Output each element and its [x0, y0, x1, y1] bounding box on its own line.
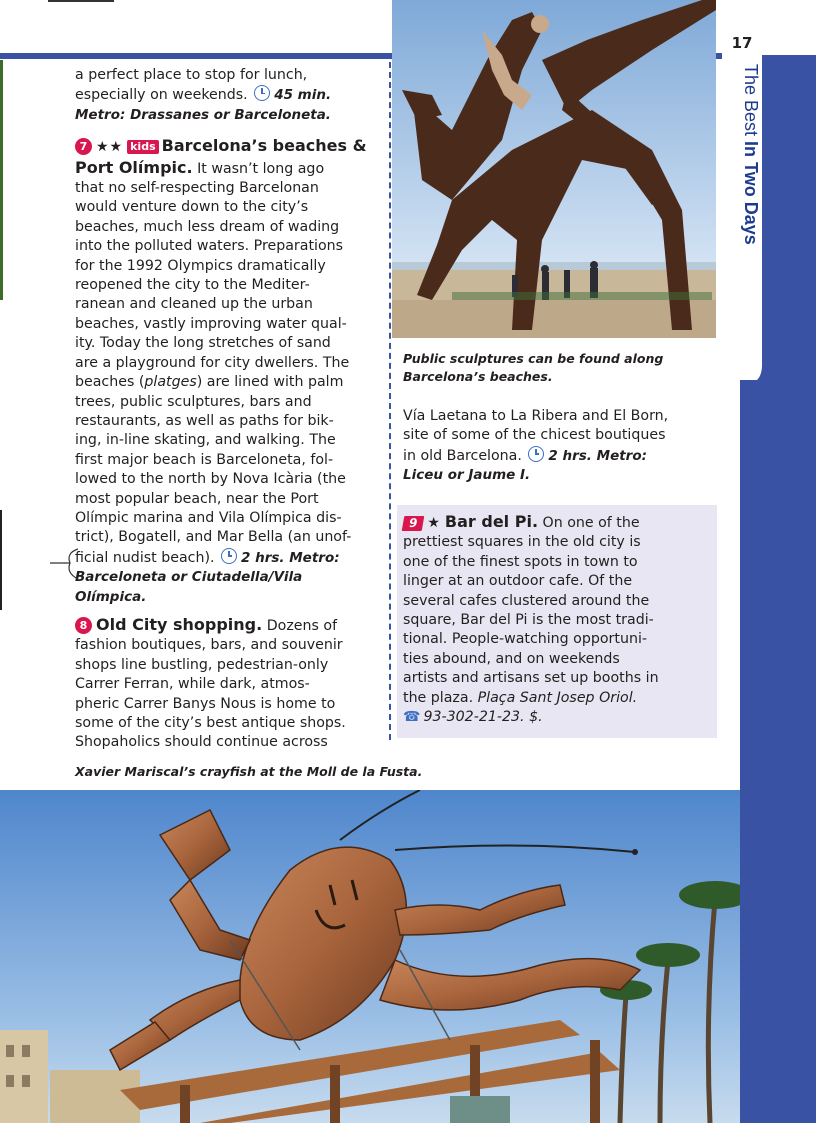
entry-line: into the polluted waters. Preparations [75, 238, 344, 255]
entry-line: prettiest squares in the old city is [403, 534, 641, 551]
entry-line: restaurants, as well as paths for bik- [75, 412, 334, 429]
clock-icon [221, 548, 237, 564]
entry-line: site of some of the chicest boutiques [403, 427, 666, 444]
entry-text: On one of the [542, 515, 640, 531]
phone-icon: ☎ [403, 709, 421, 726]
entry-line: Carrer Ferran, while dark, atmos- [75, 676, 310, 693]
column-divider [389, 62, 391, 740]
section-title: The Best In Two Days [741, 64, 761, 245]
entry-text: It wasn’t long ago [197, 160, 325, 177]
entry-line: Vía Laetana to La Ribera and El Born, [403, 408, 669, 424]
phone-line [403, 708, 715, 727]
entry-number-badge: 8 [75, 617, 92, 634]
entry-8-heading [75, 615, 385, 636]
page-corner-mark [48, 0, 114, 2]
entry-7-heading [75, 136, 385, 179]
entry-line: fashion boutiques, bars, and souvenir [75, 637, 343, 654]
entry-line: beaches (platges) are lined with palm [75, 374, 344, 391]
continued-text [403, 407, 715, 486]
entry-number-badge: 7 [75, 138, 92, 155]
entry-line: tional. People-watching opportuni- [403, 631, 647, 648]
right-color-band [740, 380, 816, 1123]
entry-number-badge: 9 [402, 516, 425, 531]
entry-line: trict), Bogatell, and Mar Bella (an unof- [75, 529, 352, 546]
entry-title: Barcelona’s beaches & Port Olímpic. [75, 136, 367, 177]
entry-text: Dozens of [266, 617, 338, 634]
intro-line: a perfect place to stop for lunch, [75, 67, 308, 83]
entry-line: would venture down to the city’s [75, 199, 309, 216]
entry-title: Old City shopping. [96, 614, 263, 634]
entry-line: some of the city’s best antique shops. [75, 715, 346, 731]
entry-line: artists and artisans set up booths in [403, 670, 659, 687]
page-number: 17 [731, 34, 753, 52]
time-estimate: 45 min. [274, 87, 332, 104]
entry-line: beaches, much less dream of wading [75, 218, 340, 235]
entry-line: ity. Today the long stretches of sand [75, 335, 331, 352]
entry-line: are a playground for city dwellers. The [75, 354, 350, 371]
clock-icon [528, 446, 544, 462]
entry-line: reopened the city to the Mediter- [75, 277, 310, 294]
entry-line: in old Barcelona. 2 hrs. Metro: [403, 447, 648, 464]
entry-line: ties abound, and on weekends [403, 650, 620, 667]
proof-mark [48, 545, 88, 585]
entry-line: beaches, vastly improving water qual- [75, 315, 347, 332]
intro-line: especially on weekends. 45 min. [75, 87, 332, 104]
star-rating: ★ [427, 515, 441, 531]
entry-line: Olímpic marina and Vila Olímpica dis- [75, 509, 342, 526]
entry-9-heading [403, 512, 715, 533]
entry-line: several cafes clustered around the [403, 592, 650, 609]
address-line: the plaza. Plaça Sant Josep Oriol. [403, 689, 638, 706]
kids-badge: kids [127, 140, 159, 154]
metro-info: Barceloneta or Ciutadella/Vila [75, 569, 303, 586]
left-edge-bleed [0, 60, 3, 300]
star-rating: ★★ [96, 139, 124, 156]
entry-line: shops line bustling, pedestrian-only [75, 656, 329, 673]
entry-line: one of the finest spots in town to [403, 553, 638, 570]
entry-line: ing, in-line skating, and walking. The [75, 432, 336, 449]
metro-info: Olímpica. [75, 588, 147, 605]
entry-line: for the 1992 Olympics dramatically [75, 257, 326, 274]
entry-line: ranean and cleaned up the urban [75, 296, 313, 313]
entry-title: Bar del Pi. [444, 512, 539, 531]
entry-line: linger at an outdoor cafe. Of the [403, 573, 633, 590]
entry-line: ficial nudist beach). 2 hrs. Metro: [75, 549, 340, 566]
metro-info: Metro: Drassanes or Barceloneta. [75, 106, 331, 123]
entry-line: square, Bar del Pi is the most tradi- [403, 612, 654, 629]
address: Plaça Sant Josep Oriol. [477, 689, 638, 706]
entry-line: pheric Carrer Banys Nous is home to [75, 695, 336, 712]
phone-number: 93-302-21-23. $. [423, 709, 543, 726]
sculpture-caption: Public sculptures can be found along Barcelona’s beaches. [403, 351, 664, 384]
entry-9 [403, 512, 715, 727]
metro-info: Liceu or Jaume I. [403, 467, 531, 484]
beach-sculpture-photo [392, 0, 716, 338]
entry-line: most popular beach, near the Port [75, 490, 319, 507]
left-edge-mark [0, 510, 2, 610]
clock-icon [254, 85, 270, 101]
entry-line: trees, public sculptures, bars and [75, 393, 312, 410]
crayfish-caption: Xavier Mariscal’s crayfish at the Moll de la Fusta. [75, 764, 423, 779]
entry-line: that no self-respecting Barcelonan [75, 180, 319, 197]
entry-line: Shopaholics should continue across [75, 734, 328, 751]
crayfish-sculpture-photo [0, 790, 740, 1123]
entry-line: first major beach is Barceloneta, fol- [75, 451, 334, 468]
left-column [75, 66, 385, 753]
entry-line: lowed to the north by Nova Icària (the [75, 471, 346, 488]
